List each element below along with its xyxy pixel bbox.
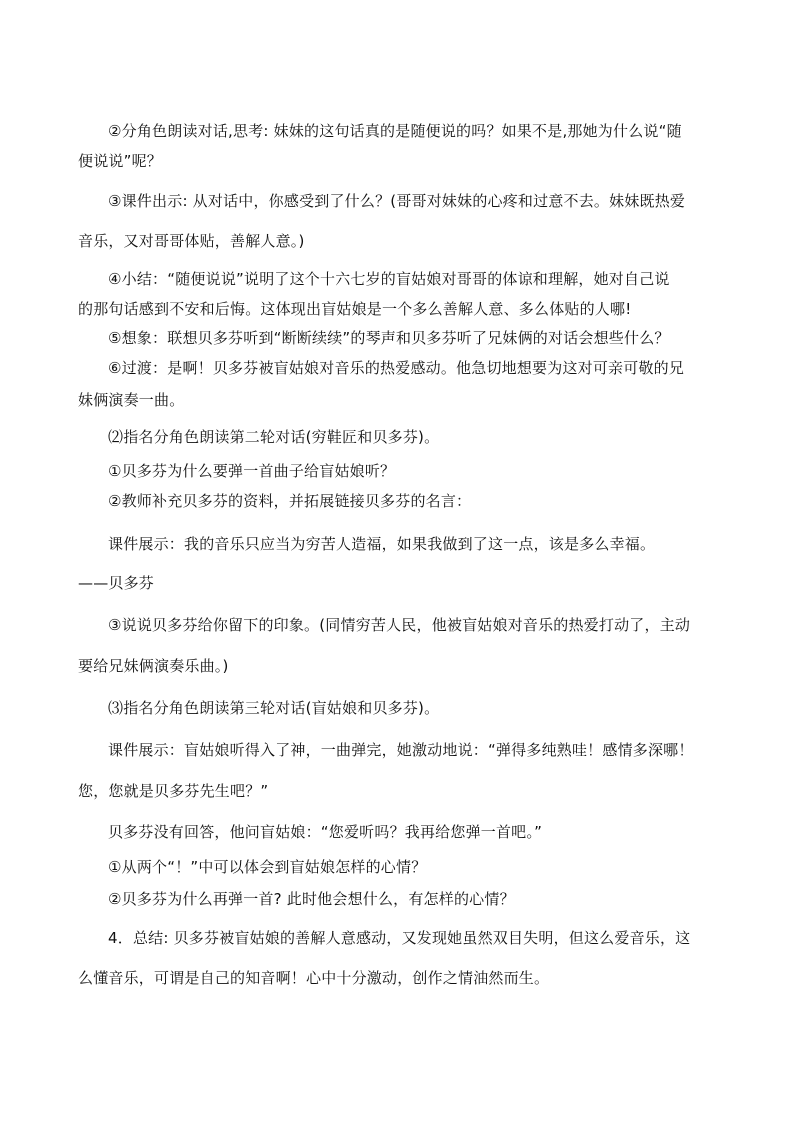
paragraph-line: 4．总结: 贝多芬被盲姑娘的善解人意感动，又发现她虽然双目失明，但这么爱音乐，这 [108,929,691,947]
paragraph-line: ④小结：“随便说说”说明了这个十六七岁的盲姑娘对哥哥的体谅和理解，她对自己说 [108,270,670,288]
paragraph-line: ⑶指名分角色朗读第三轮对话(盲姑娘和贝多芬)。 [108,699,440,717]
paragraph-line: 要给兄妹俩演奏乐曲。) [78,657,229,675]
paragraph-line: 妹俩演奏一曲。 [78,391,185,409]
quote-attribution: ——贝多芬 [78,574,155,592]
paragraph-line: ②分角色朗读对话,思考: 妹妹的这句话真的是随便说的吗？如果不是,那她为什么说“随 [108,122,682,140]
paragraph-line: ⑵指名分角色朗读第二轮对话(穷鞋匠和贝多芬)。 [108,428,440,446]
paragraph-line: ②教师补充贝多芬的资料，并拓展链接贝多芬的名言： [108,492,472,510]
paragraph-line: 便说说”呢？ [78,152,162,170]
paragraph-line: 音乐，又对哥哥体贴，善解人意。) [78,232,305,250]
paragraph-line: ③课件出示: 从对话中，你感受到了什么？(哥哥对妹妹的心疼和过意不去。妹妹既热爱 [108,192,686,210]
paragraph-line: ①贝多芬为什么要弹一首曲子给盲姑娘听？ [108,462,396,480]
paragraph-line: ⑤想象：联想贝多芬听到“断断续续”的琴声和贝多芬听了兄妹俩的对话会想些什么？ [108,329,670,347]
paragraph-line: ⑥过渡：是啊！贝多芬被盲姑娘对音乐的热爱感动。他急切地想要为这对可亲可敬的兄 [108,359,685,377]
paragraph-line: 么懂音乐，可谓是自己的知音啊！心中十分激动，创作之情油然而生。 [78,969,550,987]
paragraph-line: 课件展示：我的音乐只应当为穷苦人造福，如果我做到了这一点，该是多么幸福。 [108,535,656,553]
paragraph-line: 课件展示：盲姑娘听得入了神，一曲弹完，她激动地说：“弹得多纯熟哇！感情多深哪！ [108,741,694,759]
paragraph-line: ②贝多芬为什么再弹一首? 此时他会想什么，有怎样的心情？ [108,890,515,908]
paragraph-line: 的那句话感到不安和后悔。这体现出盲姑娘是一个多么善解人意、多么体贴的人哪! [78,300,632,318]
paragraph-line: ③说说贝多芬给你留下的印象。(同情穷苦人民，他被盲姑娘对音乐的热爱打动了，主动 [108,616,691,634]
paragraph-line: 您，您就是贝多芬先生吧？” [78,782,269,800]
paragraph-line: 贝多芬没有回答，他问盲姑娘：“您爱听吗？我再给您弹一首吧。” [108,823,543,841]
paragraph-line: ①从两个“！”中可以体会到盲姑娘怎样的心情？ [108,858,427,876]
